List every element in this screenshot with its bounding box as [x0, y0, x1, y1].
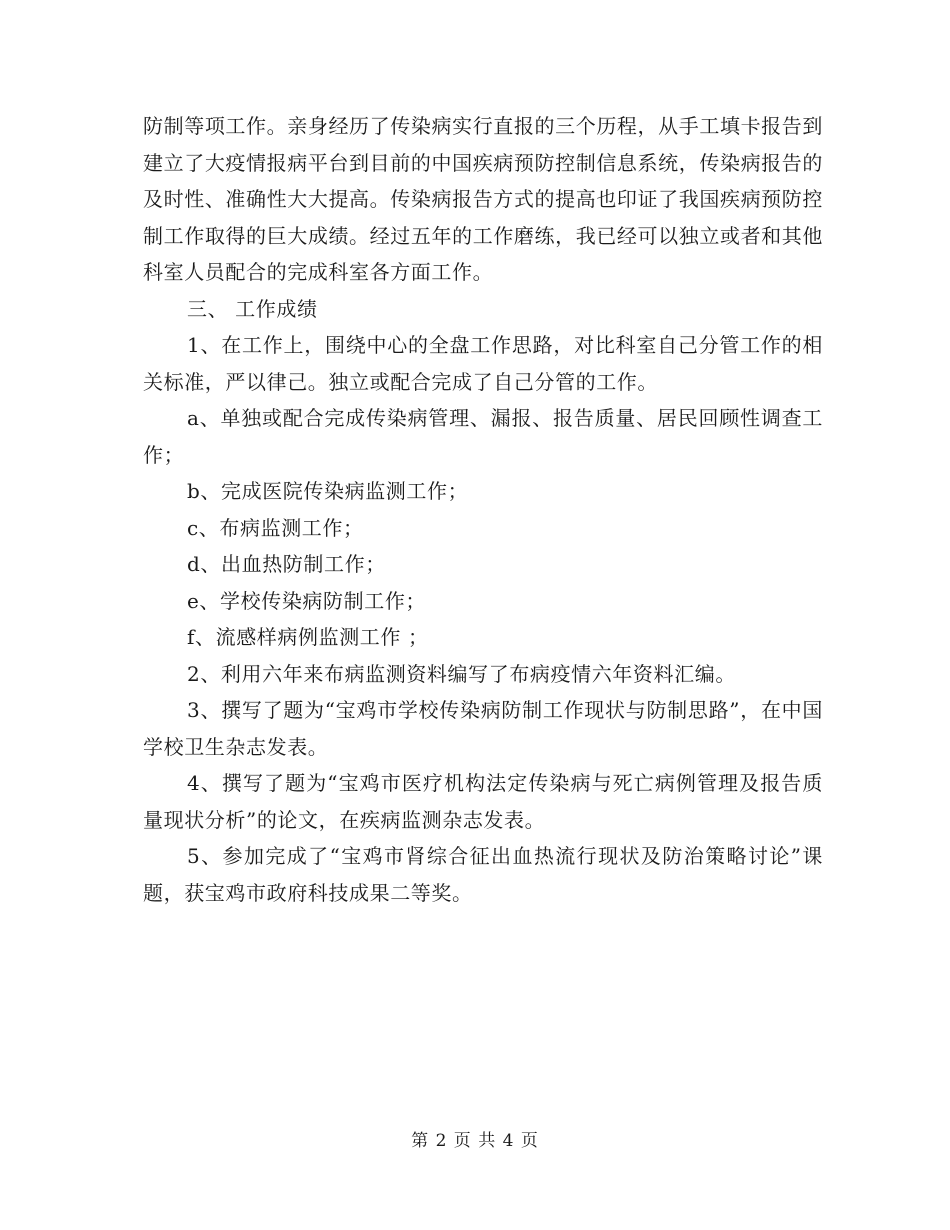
paragraph-subitem-d: d、出血热防制工作； — [187, 552, 386, 576]
section-heading: 三、 工作成绩 — [187, 296, 318, 321]
paragraph-item-5: 5、参加完成了“宝鸡市肾综合征出血热流行现状及防治策略讨论”课题，获宝鸡市政府科技成果二等奖。 — [143, 844, 823, 905]
document-body — [143, 108, 823, 911]
page-number-footer: 第 2 页 共 4 页 — [411, 1131, 539, 1151]
paragraph-subitem-b: b、完成医院传染病监测工作； — [187, 479, 469, 503]
paragraph-item-4: 4、撰写了题为“宝鸡市医疗机构法定传染病与死亡病例管理及报告质量现状分析”的论文，在疾病监测杂志发表。 — [143, 771, 823, 832]
paragraph-item-1: 1、在工作上，围绕中心的全盘工作思路，对比科室自己分管工作的相关标准，严以律己。独立或配合完成了自己分管的工作。 — [143, 333, 823, 394]
paragraph-item-2: 2、利用六年来布病监测资料编写了布病疫情六年资料汇编。 — [187, 661, 736, 686]
paragraph-subitem-f: f、流感样病例监测工作 ； — [187, 625, 429, 649]
paragraph-item-3: 3、撰写了题为“宝鸡市学校传染病防制工作现状与防制思路”，在中国学校卫生杂志发表。 — [143, 698, 823, 759]
paragraph-subitem-e: e、学校传染病防制工作； — [187, 588, 427, 613]
paragraph-subitem-c: c、布病监测工作； — [187, 515, 364, 540]
paragraph-subitem-a: a、单独或配合完成传染病管理、漏报、报告质量、居民回顾性调查工作； — [143, 406, 823, 467]
paragraph-continuation: 防制等项工作。亲身经历了传染病实行直报的三个历程，从手工填卡报告到建立了大疫情报病平台到目前的中国疾病预防控制信息系统，传染病报告的及时性、准确性大大提高。传染病报告方式的提高也印证了我国疾病预防控制工作取得的巨大成绩。经过五年的工作磨练，我已经可以独立或者和其他科室人员配合的完成科室各方面工作。 — [143, 114, 823, 284]
